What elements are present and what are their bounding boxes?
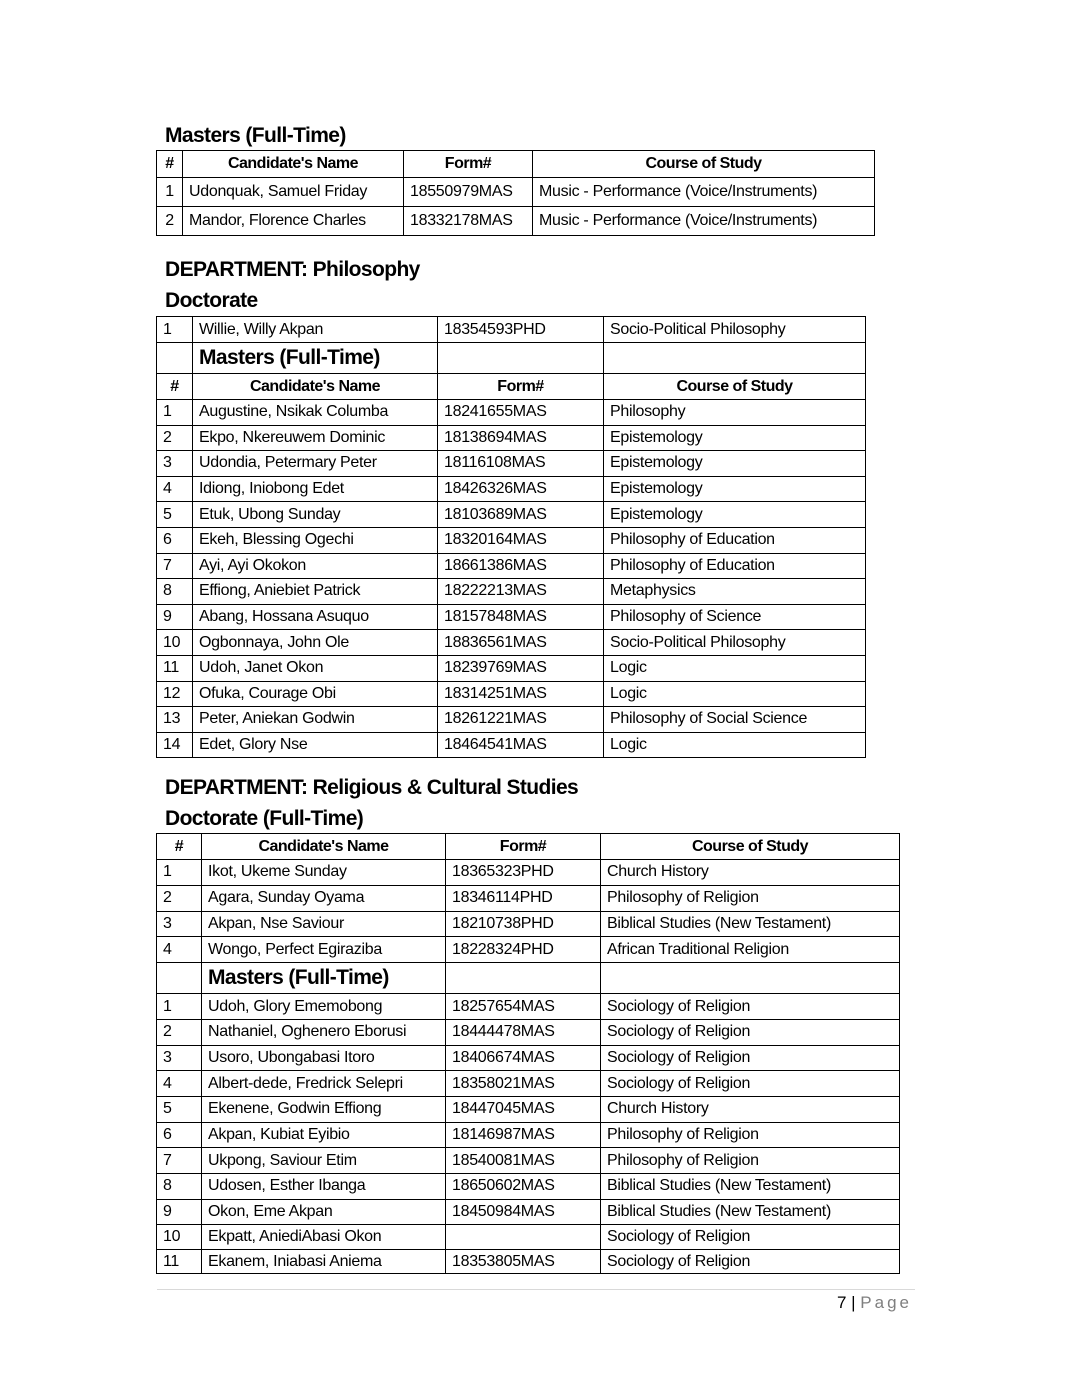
col-number-header: # [157,374,193,400]
col-number-header: # [157,834,202,860]
table-row [157,1045,900,1071]
cell-form-number: 18138694MAS [438,425,604,451]
table-row [157,707,866,733]
cell-candidate-name: Udoh, Janet Okon [193,655,438,681]
table-header-row [157,834,900,860]
masters-subheading: Masters (Full-Time) [193,343,438,374]
cell-number: 8 [157,1174,202,1200]
masters-subheading-row [157,963,900,994]
col-course-header: Course of Study [604,374,866,400]
cell-candidate-name: Ayi, Ayi Okokon [193,553,438,579]
cell-course: Socio-Political Philosophy [604,317,866,343]
cell-course: Logic [604,732,866,758]
cell-candidate-name: Udondia, Petermary Peter [193,451,438,477]
cell-course: Sociology of Religion [601,1225,900,1250]
cell-form-number: 18353805MAS [446,1249,601,1274]
cell-form-number: 18650602MAS [446,1174,601,1200]
cell-form-number: 18332178MAS [404,207,533,236]
cell-number: 7 [157,1148,202,1174]
cell-number: 1 [157,317,193,343]
col-form-header: Form# [438,374,604,400]
cell-course: Biblical Studies (New Testament) [601,911,900,937]
cell-number [157,963,202,994]
table-row [157,178,875,207]
cell-candidate-name: Ikot, Ukeme Sunday [202,860,446,886]
cell-form-number: 18228324PHD [446,937,601,963]
cell-candidate-name: Ekanem, Iniabasi Aniema [202,1249,446,1274]
cell-course: Sociology of Religion [601,1249,900,1274]
philosophy-doctorate-heading: Doctorate [165,289,258,312]
table-row [157,911,900,937]
cell-course: Church History [601,1096,900,1122]
cell-number: 2 [157,425,193,451]
cell-candidate-name: Ofuka, Courage Obi [193,681,438,707]
cell-candidate-name: Ogbonnaya, John Ole [193,630,438,656]
table-row [157,732,866,758]
cell-course: Logic [604,655,866,681]
table-row [157,1148,900,1174]
cell-form-number: 18239769MAS [438,655,604,681]
cell-number: 11 [157,655,193,681]
col-name-header: Candidate's Name [193,374,438,400]
page-label: Page [860,1293,912,1312]
cell-candidate-name: Usoro, Ubongabasi Itoro [202,1045,446,1071]
cell-candidate-name: Udonquak, Samuel Friday [183,178,404,207]
cell-course: Sociology of Religion [601,1019,900,1045]
cell-course: Philosophy of Religion [601,885,900,911]
cell-candidate-name: Ekenene, Godwin Effiong [202,1096,446,1122]
cell-number: 9 [157,604,193,630]
cell-form-number [438,343,604,374]
cell-course: Music - Performance (Voice/Instruments) [533,178,875,207]
footer-separator: | [851,1293,856,1312]
cell-candidate-name: Mandor, Florence Charles [183,207,404,236]
cell-form-number: 18314251MAS [438,681,604,707]
cell-course: Philosophy of Social Science [604,707,866,733]
page-number: 7 [836,1293,847,1312]
table-row [157,207,875,236]
cell-course: Philosophy of Education [604,527,866,553]
religious-table [156,833,900,1274]
cell-number: 2 [157,1019,202,1045]
col-name-header: Candidate's Name [183,151,404,178]
cell-number: 3 [157,1045,202,1071]
cell-number: 13 [157,707,193,733]
cell-form-number: 18103689MAS [438,502,604,528]
cell-candidate-name: Willie, Willy Akpan [193,317,438,343]
cell-candidate-name: Ekeh, Blessing Ogechi [193,527,438,553]
cell-form-number: 18447045MAS [446,1096,601,1122]
cell-course: Socio-Political Philosophy [604,630,866,656]
table-row [157,994,900,1020]
cell-form-number: 18346114PHD [446,885,601,911]
cell-course: Epistemology [604,502,866,528]
cell-form-number: 18146987MAS [446,1122,601,1148]
cell-form-number: 18365323PHD [446,860,601,886]
cell-form-number: 18354593PHD [438,317,604,343]
cell-course: Philosophy [604,400,866,426]
cell-number: 10 [157,630,193,656]
cell-number: 2 [157,885,202,911]
cell-candidate-name: Albert-dede, Fredrick Selepri [202,1071,446,1097]
cell-form-number: 18540081MAS [446,1148,601,1174]
philosophy-department-heading: DEPARTMENT: Philosophy [165,258,420,281]
cell-candidate-name: Etuk, Ubong Sunday [193,502,438,528]
religious-department-heading: DEPARTMENT: Religious & Cultural Studies [165,776,579,799]
cell-form-number: 18836561MAS [438,630,604,656]
cell-candidate-name: Agara, Sunday Oyama [202,885,446,911]
table-row [157,317,866,343]
cell-number: 9 [157,1199,202,1225]
cell-form-number: 18550979MAS [404,178,533,207]
cell-course: Philosophy of Education [604,553,866,579]
cell-form-number: 18426326MAS [438,476,604,502]
cell-form-number: 18320164MAS [438,527,604,553]
cell-number: 4 [157,1071,202,1097]
masters-music-table [156,150,875,236]
col-form-header: Form# [404,151,533,178]
cell-candidate-name: Udoh, Glory Ememobong [202,994,446,1020]
cell-form-number: 18450984MAS [446,1199,601,1225]
cell-number: 3 [157,911,202,937]
table-row [157,1225,900,1250]
cell-form-number [446,963,601,994]
cell-form-number: 18661386MAS [438,553,604,579]
table-row [157,937,900,963]
table-row [157,630,866,656]
cell-form-number: 18241655MAS [438,400,604,426]
cell-candidate-name: Udosen, Esther Ibanga [202,1174,446,1200]
cell-number: 2 [157,207,183,236]
table-row [157,655,866,681]
cell-form-number: 18222213MAS [438,579,604,605]
cell-course: Philosophy of Religion [601,1122,900,1148]
cell-number: 4 [157,937,202,963]
cell-course: Biblical Studies (New Testament) [601,1199,900,1225]
cell-candidate-name: Wongo, Perfect Egiraziba [202,937,446,963]
table-row [157,425,866,451]
cell-course: Music - Performance (Voice/Instruments) [533,207,875,236]
cell-form-number: 18444478MAS [446,1019,601,1045]
cell-candidate-name: Okon, Eme Akpan [202,1199,446,1225]
table-row [157,400,866,426]
col-name-header: Candidate's Name [202,834,446,860]
table-row [157,451,866,477]
cell-course: Epistemology [604,476,866,502]
cell-number: 7 [157,553,193,579]
cell-form-number: 18358021MAS [446,1071,601,1097]
cell-form-number [446,1225,601,1250]
cell-form-number: 18261221MAS [438,707,604,733]
cell-course: Epistemology [604,425,866,451]
cell-candidate-name: Ekpo, Nkereuwem Dominic [193,425,438,451]
cell-candidate-name: Nathaniel, Oghenero Eborusi [202,1019,446,1045]
table-row [157,502,866,528]
page-footer [837,1293,912,1313]
table-header-row [157,151,875,178]
cell-number: 11 [157,1249,202,1274]
cell-candidate-name: Peter, Aniekan Godwin [193,707,438,733]
masters-music-heading: Masters (Full-Time) [165,124,346,147]
cell-number: 10 [157,1225,202,1250]
cell-form-number: 18406674MAS [446,1045,601,1071]
table-row [157,527,866,553]
religious-doctorate-heading: Doctorate (Full-Time) [165,807,364,830]
col-form-header: Form# [446,834,601,860]
cell-number: 5 [157,502,193,528]
table-header-row [157,374,866,400]
col-course-header: Course of Study [601,834,900,860]
cell-course: Philosophy of Religion [601,1148,900,1174]
table-row [157,1199,900,1225]
col-number-header: # [157,151,183,178]
cell-course: Epistemology [604,451,866,477]
table-row [157,885,900,911]
cell-course: Sociology of Religion [601,1071,900,1097]
cell-number: 1 [157,860,202,886]
cell-number: 8 [157,579,193,605]
cell-candidate-name: Abang, Hossana Asuquo [193,604,438,630]
table-row [157,860,900,886]
cell-course: Logic [604,681,866,707]
cell-number: 4 [157,476,193,502]
cell-form-number: 18210738PHD [446,911,601,937]
cell-course: Sociology of Religion [601,994,900,1020]
cell-form-number: 18116108MAS [438,451,604,477]
cell-number: 6 [157,1122,202,1148]
table-row [157,553,866,579]
table-row [157,476,866,502]
cell-number: 1 [157,400,193,426]
cell-candidate-name: Edet, Glory Nse [193,732,438,758]
cell-course: Sociology of Religion [601,1045,900,1071]
masters-subheading-row [157,343,866,374]
cell-number: 1 [157,994,202,1020]
table-row [157,681,866,707]
cell-number: 5 [157,1096,202,1122]
table-row [157,1122,900,1148]
cell-number: 12 [157,681,193,707]
table-row [157,1249,900,1274]
table-row [157,1071,900,1097]
col-course-header: Course of Study [533,151,875,178]
cell-candidate-name: Akpan, Kubiat Eyibio [202,1122,446,1148]
table-row [157,1174,900,1200]
cell-form-number: 18257654MAS [446,994,601,1020]
cell-course: African Traditional Religion [601,937,900,963]
table-row [157,1096,900,1122]
cell-candidate-name: Akpan, Nse Saviour [202,911,446,937]
table-row [157,579,866,605]
cell-course: Church History [601,860,900,886]
cell-number: 6 [157,527,193,553]
cell-candidate-name: Idiong, Iniobong Edet [193,476,438,502]
cell-candidate-name: Ukpong, Saviour Etim [202,1148,446,1174]
cell-form-number: 18464541MAS [438,732,604,758]
table-row [157,604,866,630]
footer-divider [157,1289,915,1290]
cell-course: Metaphysics [604,579,866,605]
cell-course [601,963,900,994]
masters-subheading: Masters (Full-Time) [202,963,446,994]
cell-candidate-name: Effiong, Aniebiet Patrick [193,579,438,605]
cell-number [157,343,193,374]
cell-number: 3 [157,451,193,477]
cell-course [604,343,866,374]
cell-number: 1 [157,178,183,207]
cell-candidate-name: Augustine, Nsikak Columba [193,400,438,426]
cell-course: Philosophy of Science [604,604,866,630]
table-row [157,1019,900,1045]
cell-candidate-name: Ekpatt, AniediAbasi Okon [202,1225,446,1250]
philosophy-table [156,316,866,758]
cell-form-number: 18157848MAS [438,604,604,630]
cell-course: Biblical Studies (New Testament) [601,1174,900,1200]
cell-number: 14 [157,732,193,758]
